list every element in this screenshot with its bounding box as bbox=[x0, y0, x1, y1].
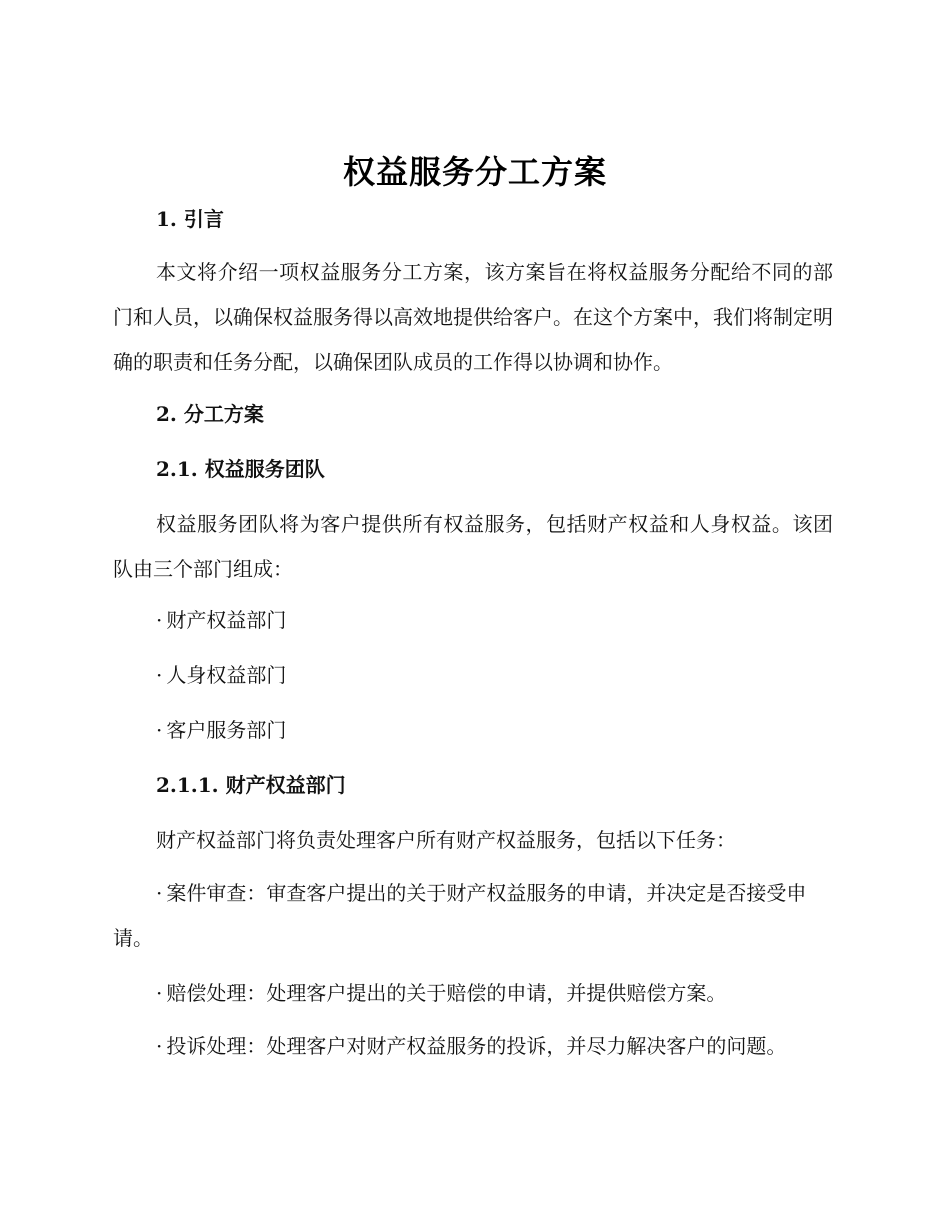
task-text: 赔偿处理：处理客户提出的关于赔偿的申请，并提供赔偿方案。 bbox=[166, 981, 727, 1005]
bullet-glyph: · bbox=[156, 663, 163, 687]
bullet-glyph: · bbox=[156, 981, 163, 1005]
department-list-item bbox=[113, 708, 833, 753]
department-label: 财产权益部门 bbox=[166, 608, 287, 632]
service-team-paragraph: 权益服务团队将为客户提供所有权益服务，包括财产权益和人身权益。该团队由三个部门组成： bbox=[113, 512, 833, 581]
task-list-item bbox=[113, 1024, 833, 1069]
department-label: 人身权益部门 bbox=[166, 663, 287, 687]
section-heading-division-plan: 2. 分工方案 bbox=[156, 402, 264, 426]
property-department-paragraph: 财产权益部门将负责处理客户所有财产权益服务，包括以下任务： bbox=[156, 828, 736, 852]
task-text: 投诉处理：处理客户对财产权益服务的投诉，并尽力解决客户的问题。 bbox=[166, 1034, 787, 1058]
bullet-glyph: · bbox=[156, 608, 163, 632]
section-heading-introduction: 1. 引言 bbox=[156, 207, 224, 231]
introduction-paragraph: 本文将介绍一项权益服务分工方案，该方案旨在将权益服务分配给不同的部门和人员，以确保权益服务得以高效地提供给客户。在这个方案中，我们将制定明确的职责和任务分配，以确保团队成员的工作得以协调和协作。 bbox=[113, 260, 833, 374]
section-heading-property-department: 2.1.1. 财产权益部门 bbox=[156, 773, 346, 797]
bullet-glyph: · bbox=[156, 718, 163, 742]
department-list-item bbox=[113, 653, 833, 698]
task-list-item bbox=[113, 871, 833, 961]
department-label: 客户服务部门 bbox=[166, 718, 287, 742]
task-text: 案件审查：审查客户提出的关于财产权益服务的申请，并决定是否接受申请。 bbox=[113, 881, 807, 950]
bullet-glyph: · bbox=[156, 1034, 163, 1058]
department-list-item bbox=[113, 598, 833, 643]
document-title: 权益服务分工方案 bbox=[342, 153, 607, 191]
task-list-item bbox=[113, 971, 833, 1016]
section-heading-service-team: 2.1. 权益服务团队 bbox=[156, 457, 325, 481]
bullet-glyph: · bbox=[156, 881, 163, 905]
